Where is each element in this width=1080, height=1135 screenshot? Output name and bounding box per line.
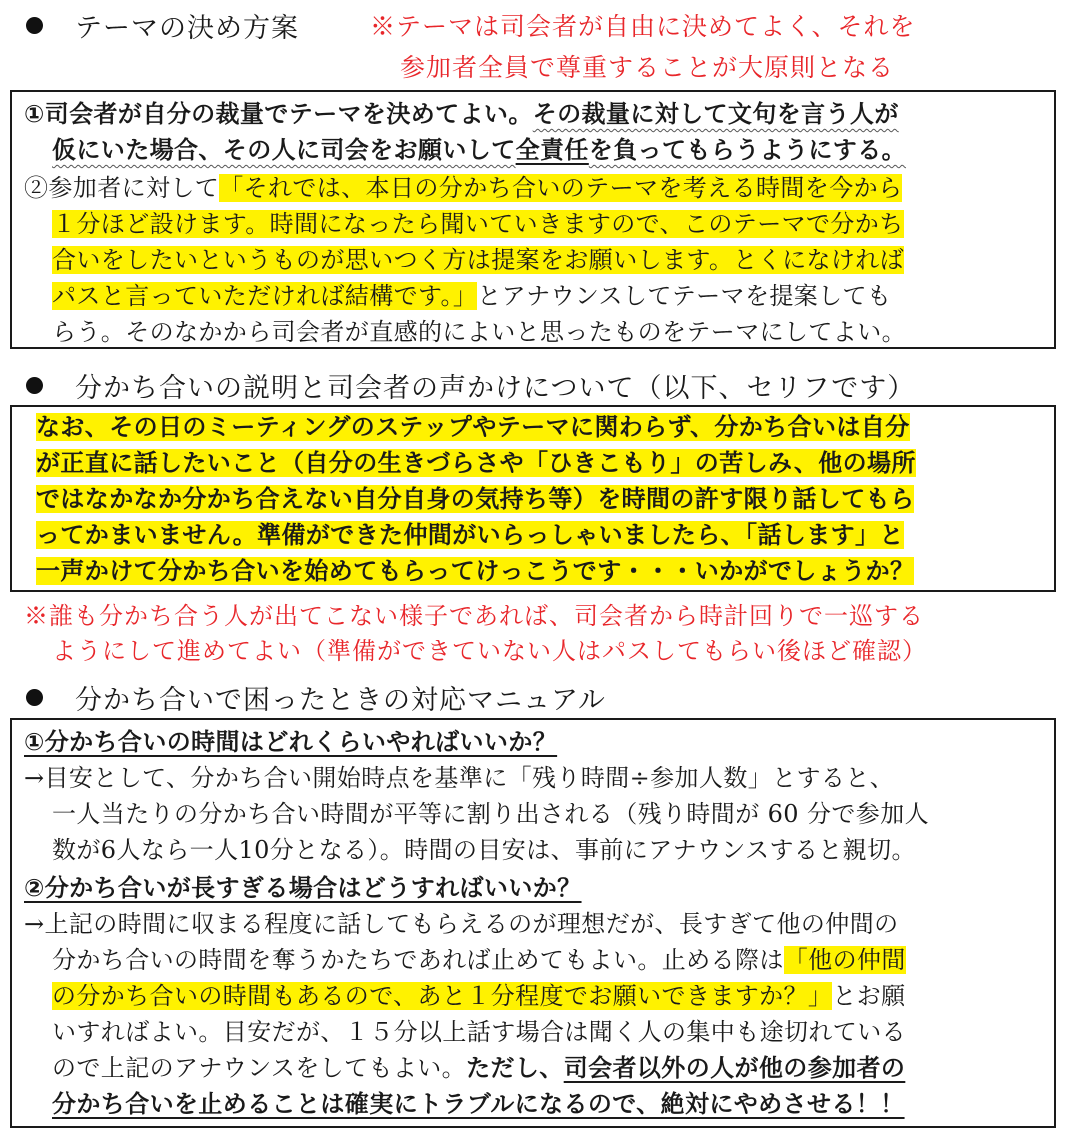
- s3-q2-line-6: 分かち合いを止めることは確実にトラブルになるので、絶対にやめさせる！！: [52, 1090, 905, 1118]
- s1-line-1: ①司会者が自分の裁量でテーマを決めてよい。その裁量に対して文句を言う人が: [24, 100, 899, 128]
- s3-q2-line-2: 分かち合いの時間を奪うかたちであれば止めてもよい。止める際は「他の仲間: [52, 946, 906, 974]
- s1-line-7: らう。そのなかから司会者が直感的によいと思ったものをテーマにしてよい。: [52, 318, 906, 346]
- section2-box: [10, 405, 1056, 592]
- s3-q1-line-1: →目安として、分かち合い開始時点を基準に「残り時間÷参加人数」とすると、: [24, 764, 895, 792]
- section2-heading: 分かち合いの説明と司会者の声かけについて（以下、セリフです）: [75, 373, 916, 404]
- s2-line-1: なお、その日のミーティングのステップやテーマに関わらず、分かち合いは自分: [36, 413, 910, 441]
- section1-heading: テーマの決め方案: [75, 13, 299, 44]
- s1-line-3: ②参加者に対して「それでは、本日の分かち合いのテーマを考える時間を今から: [24, 174, 903, 202]
- section1-note-line2: 参加者全員で尊重することが大原則となる: [400, 53, 895, 82]
- section1-header: [26, 6, 299, 45]
- section2-header: [26, 366, 915, 405]
- s2-line-4: ってかまいません。準備ができた仲間がいらっしゃいましたら、「話します」と: [36, 521, 904, 549]
- s3-q1-line-3: 数が6人なら一人10分となる）。時間の目安は、事前にアナウンスすると親切。: [52, 836, 916, 864]
- s3-q2-line-1: →上記の時間に収まる程度に話してもらえるのが理想だが、長すぎて他の仲間の: [24, 910, 899, 938]
- section3-heading: 分かち合いで困ったときの対応マニュアル: [75, 685, 606, 716]
- s2-line-3: ではなかなか分かち合えない自分自身の気持ち等）を時間の許す限り話してもら: [36, 485, 915, 513]
- s3-q1: ①分かち合いの時間はどれくらいやればいいか？: [24, 728, 558, 756]
- s2-line-5: 一声かけて分かち合いを始めてもらってけっこうです・・・いかがでしょうか？: [36, 557, 915, 585]
- section2-note-line2: ようにして進めてよい（準備ができていない人はパスしてもらい後ほど確認）: [52, 637, 927, 665]
- s2-line-2: が正直に話したいこと（自分の生きづらさや「ひきこもり」の苦しみ、他の場所: [36, 449, 916, 477]
- bullet-icon: [26, 689, 43, 706]
- s3-q1-line-2: 一人当たりの分かち合い時間が平等に割り出される（残り時間が 60 分で参加人: [52, 800, 929, 828]
- section3-box: [10, 718, 1056, 1128]
- s1-line-5: 合いをしたいというものが思いつく方は提案をお願いします。とくになければ: [52, 246, 905, 274]
- bullet-icon: [26, 17, 43, 34]
- s3-q2: ②分かち合いが長すぎる場合はどうすればいいか？: [24, 874, 582, 902]
- s1-line-2: 仮にいた場合、その人に司会をお願いして全責任を負ってもらうようにする。: [52, 136, 907, 164]
- section1-note-line1: ※テーマは司会者が自由に決めてよく、それを: [370, 12, 916, 41]
- section3-header: [26, 678, 606, 717]
- s1-line-6: パスと言っていただければ結構です。」とアナウンスしてテーマを提案しても: [52, 282, 892, 310]
- s1-line-4: １分ほど設けます。時間になったら聞いていきますので、このテーマで分かち: [52, 210, 904, 238]
- section2-note-line1: ※誰も分かち合う人が出てこない様子であれば、司会者から時計回りで一巡する: [24, 602, 924, 630]
- section1-box: [10, 90, 1056, 349]
- bullet-icon: [26, 377, 43, 394]
- s3-q2-line-4: いすればよい。目安だが、１５分以上話す場合は聞く人の集中も途切れている: [52, 1018, 906, 1046]
- s3-q2-line-5: ので上記のアナウンスをしてもよい。ただし、司会者以外の人が他の参加者の: [52, 1054, 906, 1082]
- s3-q2-line-3: の分かち合いの時間もあるので、あと１分程度でお願いできますか？」とお願: [52, 982, 906, 1010]
